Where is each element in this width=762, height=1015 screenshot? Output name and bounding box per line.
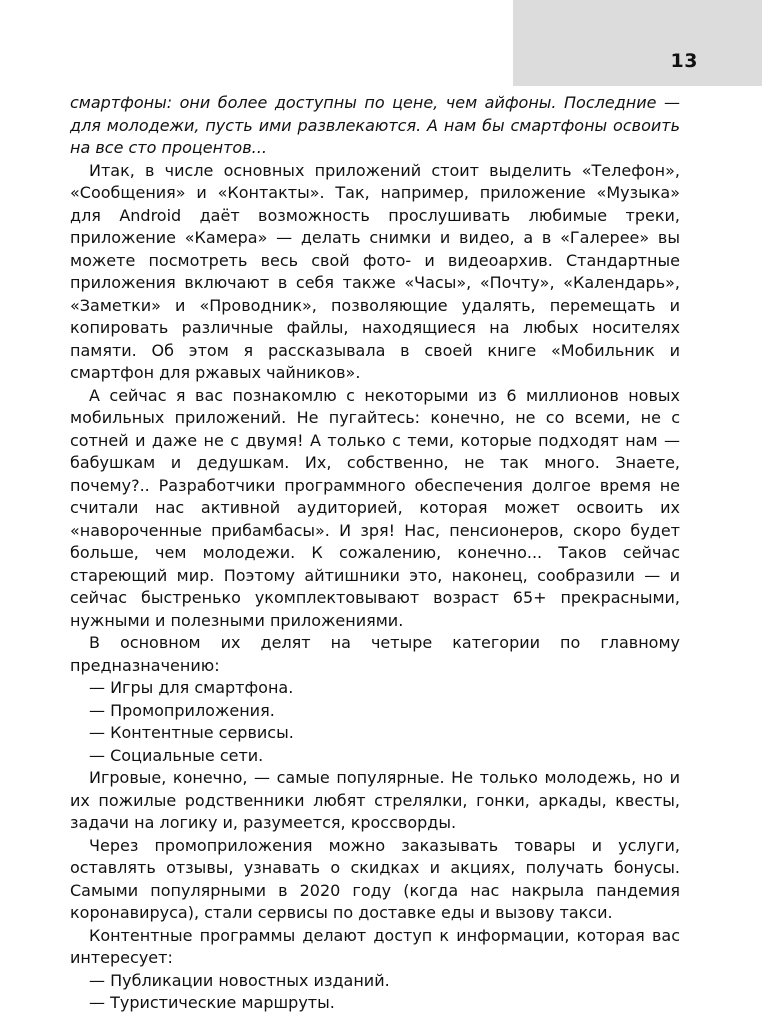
page-content bbox=[70, 92, 680, 1015]
list-item: — Публикации новостных изданий. bbox=[89, 970, 390, 990]
page-number-tab bbox=[513, 0, 762, 86]
paragraph: Контентные программы делают доступ к информации, которая вас интересует: bbox=[70, 925, 680, 967]
list-item: — Промоприложения. bbox=[89, 700, 275, 720]
page-number: 13 bbox=[670, 50, 698, 72]
list-item: — Игры для смартфона. bbox=[89, 678, 294, 697]
paragraph: В основном их делят на четыре категории по главному предназначению: bbox=[70, 633, 680, 675]
categories-list bbox=[70, 677, 680, 767]
list-item: — Контентные сервисы. bbox=[89, 723, 294, 742]
paragraph: Через промоприложения можно заказывать товары и услуги, оставлять отзывы, узнавать о скидках и акциях, получать бонусы. Самыми популярными в 2020 году (когда нас накрыла пандемия коронавируса), стали сервисы по доставке еды и вызову такси. bbox=[70, 835, 680, 922]
paragraph: Игровые, конечно, — самые популярные. Не только молодежь, но и их пожилые родственники любят стрелялки, гонки, аркады, квесты, задачи на логику и, разумеется, кроссворды. bbox=[70, 768, 680, 832]
paragraph-continuation: смартфоны: они более доступны по цене, чем айфоны. Последние — для молодежи, пусть ими развлекаются. А нам бы смартфоны освоить на все сто процентов... bbox=[70, 93, 680, 157]
paragraph: Итак, в числе основных приложений стоит выделить «Телефон», «Сообщения» и «Контакты». Так, например, приложение «Музыка» для Android даёт возможность прослушивать любимые треки, приложение «Камера» — делать снимки и видео, а в «Галерее» вы можете посмотреть весь свой фото- и видеоархив. Стандартные приложения включают в себя также «Часы», «Почту», «Календарь», «Заметки» и «Проводник», позволяющие удалять, перемещать и копировать различные файлы, находящиеся на любых носителях памяти. Об этом я рассказывала в своей книге «Мобильник и смартфон для ржавых чайников». bbox=[70, 160, 680, 382]
paragraph: А сейчас я вас познакомлю с некоторыми из 6 миллионов новых мобильных приложений. Не пугайтесь: конечно, не со всеми, не с сотней и даже не с двумя! А только с теми, которые подходят нам — бабушкам и дедушкам. Их, собственно, не так много. Знаете, почему?.. Разработчики программного обеспечения долгое время не считали нас активной аудиторией, которая может освоить их «навороченные прибамбасы». И зря! Нас, пенсионеров, скоро будет больше, чем молодежи. К сожалению, конечно... Таков сейчас стареющий мир. Поэтому айтишники это, наконец, сообразили — и сейчас быстренько укомплектовывают возраст 65+ прекрасными, нужными и полезными приложениями. bbox=[70, 385, 680, 630]
list-item: — Социальные сети. bbox=[89, 745, 264, 765]
content-list bbox=[70, 970, 680, 1015]
list-item: — Туристические маршруты. bbox=[89, 993, 335, 1012]
